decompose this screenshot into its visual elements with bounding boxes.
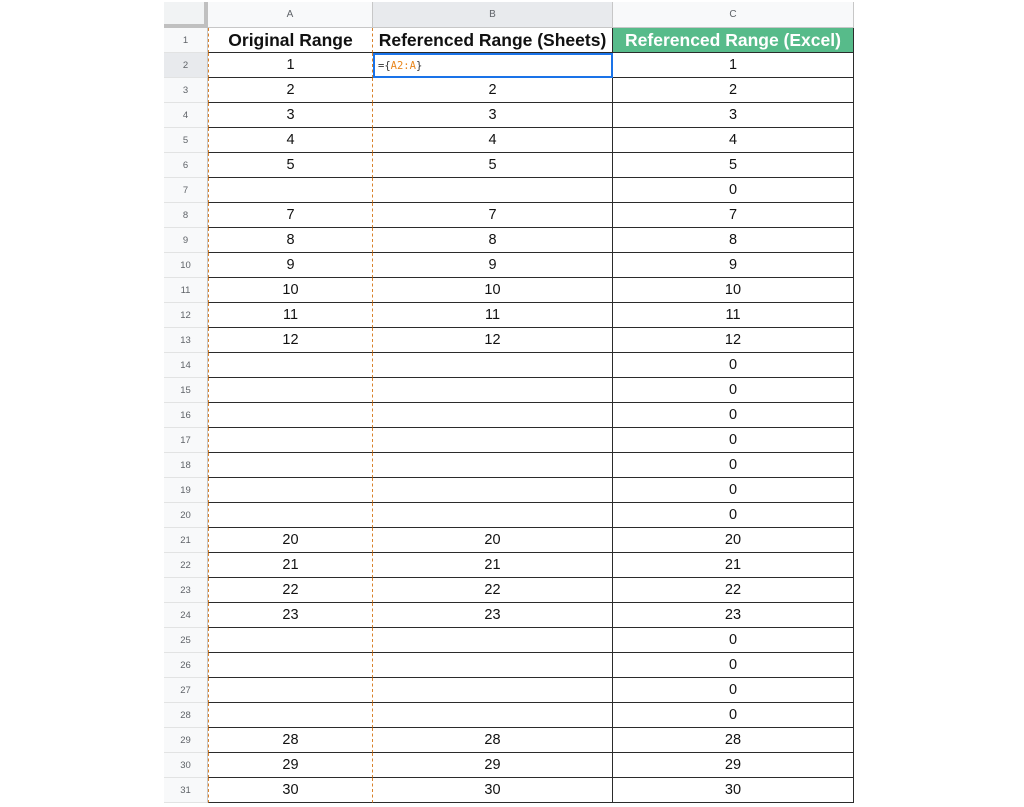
row-header[interactable]: 22 — [164, 553, 208, 578]
cell-referenced-range-excel[interactable]: 3 — [613, 103, 854, 128]
cell-referenced-range-excel[interactable]: 5 — [613, 153, 854, 178]
table-row — [164, 203, 857, 228]
row-header[interactable]: 25 — [164, 628, 208, 653]
table-row — [164, 153, 857, 178]
table-row — [164, 453, 857, 478]
table-row — [164, 378, 857, 403]
cell-referenced-range-sheets[interactable] — [373, 428, 613, 453]
table-row — [164, 703, 857, 728]
cell-original-range[interactable]: 21 — [208, 553, 373, 578]
cell-referenced-range-sheets[interactable]: 4 — [373, 128, 613, 153]
row-header[interactable]: 23 — [164, 578, 208, 603]
table-row-header — [164, 28, 857, 53]
cell-referenced-range-sheets[interactable] — [373, 503, 613, 528]
cell-referenced-range-sheets[interactable]: 23 — [373, 603, 613, 628]
table-row — [164, 128, 857, 153]
cell-referenced-range-sheets[interactable] — [373, 403, 613, 428]
cell-original-range[interactable]: 2 — [208, 78, 373, 103]
cell-referenced-range-excel[interactable]: 1 — [613, 53, 854, 78]
cell-referenced-range-excel[interactable]: 2 — [613, 78, 854, 103]
row-header[interactable]: 11 — [164, 278, 208, 303]
cell-original-range[interactable]: 7 — [208, 203, 373, 228]
cell-original-range[interactable] — [208, 478, 373, 503]
row-header[interactable]: 17 — [164, 428, 208, 453]
column-header-a[interactable]: A — [208, 2, 373, 28]
formula-range-reference: A2:A — [390, 59, 416, 72]
row-header[interactable]: 28 — [164, 703, 208, 728]
table-row — [164, 553, 857, 578]
cell-referenced-range-excel[interactable]: 7 — [613, 203, 854, 228]
cell-original-range[interactable] — [208, 628, 373, 653]
row-header[interactable]: 19 — [164, 478, 208, 503]
cell-referenced-range-excel[interactable]: 8 — [613, 228, 854, 253]
table-row — [164, 228, 857, 253]
row-header[interactable]: 5 — [164, 128, 208, 153]
row-header[interactable]: 7 — [164, 178, 208, 203]
table-row — [164, 478, 857, 503]
cell-referenced-range-excel[interactable]: 10 — [613, 278, 854, 303]
table-row — [164, 428, 857, 453]
table-row — [164, 753, 857, 778]
cell-original-range[interactable]: 11 — [208, 303, 373, 328]
cell-original-range[interactable]: 30 — [208, 778, 373, 803]
row-header[interactable]: 30 — [164, 753, 208, 778]
header-cell-referenced-range-sheets[interactable]: Referenced Range (Sheets) — [373, 28, 613, 53]
active-formula-cell[interactable] — [373, 53, 613, 78]
cell-referenced-range-sheets[interactable]: 2 — [373, 78, 613, 103]
cell-referenced-range-excel[interactable]: 12 — [613, 328, 854, 353]
row-header[interactable]: 15 — [164, 378, 208, 403]
cell-referenced-range-sheets[interactable]: 5 — [373, 153, 613, 178]
cell-referenced-range-excel[interactable]: 0 — [613, 653, 854, 678]
cell-referenced-range-sheets[interactable]: 22 — [373, 578, 613, 603]
table-row — [164, 253, 857, 278]
cell-referenced-range-sheets[interactable]: 12 — [373, 328, 613, 353]
cell-referenced-range-excel[interactable]: 11 — [613, 303, 854, 328]
table-row — [164, 578, 857, 603]
cell-original-range[interactable]: 9 — [208, 253, 373, 278]
table-row — [164, 178, 857, 203]
row-header[interactable]: 3 — [164, 78, 208, 103]
cell-referenced-range-excel[interactable]: 0 — [613, 178, 854, 203]
cell-original-range[interactable] — [208, 678, 373, 703]
select-all-corner[interactable] — [164, 2, 208, 28]
cell-referenced-range-sheets[interactable] — [373, 453, 613, 478]
cell-referenced-range-excel[interactable]: 4 — [613, 128, 854, 153]
cell-original-range[interactable] — [208, 653, 373, 678]
cell-original-range[interactable]: 3 — [208, 103, 373, 128]
table-row — [164, 353, 857, 378]
column-header-b[interactable]: B — [373, 2, 613, 28]
row-header[interactable]: 9 — [164, 228, 208, 253]
table-row — [164, 528, 857, 553]
cell-referenced-range-excel[interactable]: 29 — [613, 753, 854, 778]
table-row — [164, 328, 857, 353]
cell-referenced-range-sheets[interactable]: 29 — [373, 753, 613, 778]
formula-text — [378, 60, 422, 72]
cell-original-range[interactable]: 4 — [208, 128, 373, 153]
cell-original-range[interactable]: 29 — [208, 753, 373, 778]
cell-referenced-range-sheets[interactable] — [373, 678, 613, 703]
cell-referenced-range-excel[interactable]: 0 — [613, 353, 854, 378]
cell-referenced-range-sheets[interactable]: 9 — [373, 253, 613, 278]
cell-original-range[interactable] — [208, 453, 373, 478]
row-header[interactable]: 10 — [164, 253, 208, 278]
cell-original-range[interactable]: 20 — [208, 528, 373, 553]
cell-referenced-range-sheets[interactable]: 21 — [373, 553, 613, 578]
cell-referenced-range-excel[interactable]: 9 — [613, 253, 854, 278]
cell-referenced-range-sheets[interactable] — [373, 353, 613, 378]
cell-referenced-range-excel[interactable]: 0 — [613, 453, 854, 478]
row-header[interactable]: 12 — [164, 303, 208, 328]
cell-original-range[interactable] — [208, 178, 373, 203]
cell-referenced-range-excel[interactable]: 0 — [613, 703, 854, 728]
table-row — [164, 628, 857, 653]
cell-referenced-range-sheets[interactable]: 3 — [373, 103, 613, 128]
column-header-bar — [164, 2, 857, 28]
cell-original-range[interactable]: 10 — [208, 278, 373, 303]
table-row — [164, 653, 857, 678]
cell-referenced-range-sheets[interactable]: 7 — [373, 203, 613, 228]
cell-referenced-range-excel[interactable]: 22 — [613, 578, 854, 603]
cell-referenced-range-excel[interactable]: 0 — [613, 428, 854, 453]
column-header-c[interactable]: C — [613, 2, 854, 28]
table-row — [164, 403, 857, 428]
cell-referenced-range-excel[interactable]: 0 — [613, 403, 854, 428]
cell-referenced-range-sheets[interactable]: 30 — [373, 778, 613, 803]
cell-referenced-range-excel[interactable]: 30 — [613, 778, 854, 803]
table-row — [164, 78, 857, 103]
row-header[interactable]: 14 — [164, 353, 208, 378]
cell-referenced-range-sheets[interactable]: 8 — [373, 228, 613, 253]
row-header[interactable]: 24 — [164, 603, 208, 628]
header-cell-referenced-range-excel[interactable]: Referenced Range (Excel) — [613, 28, 854, 53]
row-header[interactable]: 18 — [164, 453, 208, 478]
table-row — [164, 728, 857, 753]
cell-referenced-range-excel[interactable]: 0 — [613, 628, 854, 653]
row-header[interactable]: 13 — [164, 328, 208, 353]
row-header[interactable]: 20 — [164, 503, 208, 528]
cell-referenced-range-sheets[interactable] — [373, 703, 613, 728]
table-row — [164, 278, 857, 303]
cell-referenced-range-excel[interactable]: 0 — [613, 678, 854, 703]
row-header[interactable]: 21 — [164, 528, 208, 553]
cell-original-range[interactable]: 23 — [208, 603, 373, 628]
cell-referenced-range-excel[interactable]: 20 — [613, 528, 854, 553]
header-cell-original-range[interactable]: Original Range — [208, 28, 373, 53]
cell-referenced-range-excel[interactable]: 0 — [613, 503, 854, 528]
cell-original-range[interactable]: 5 — [208, 153, 373, 178]
cell-referenced-range-sheets[interactable]: 20 — [373, 528, 613, 553]
cell-referenced-range-excel[interactable]: 23 — [613, 603, 854, 628]
cell-original-range[interactable] — [208, 403, 373, 428]
cell-original-range[interactable] — [208, 353, 373, 378]
row-header[interactable]: 6 — [164, 153, 208, 178]
row-header[interactable]: 31 — [164, 778, 208, 803]
row-header[interactable]: 2 — [164, 53, 208, 78]
cell-original-range[interactable]: 1 — [208, 53, 373, 78]
cell-referenced-range-excel[interactable]: 21 — [613, 553, 854, 578]
row-header[interactable]: 16 — [164, 403, 208, 428]
table-row — [164, 678, 857, 703]
cell-referenced-range-sheets[interactable] — [373, 628, 613, 653]
cell-referenced-range-sheets[interactable] — [373, 653, 613, 678]
formula-suffix: } — [415, 59, 423, 72]
cell-original-range[interactable] — [208, 503, 373, 528]
row-header-1[interactable]: 1 — [164, 28, 208, 53]
cell-original-range[interactable]: 28 — [208, 728, 373, 753]
cell-original-range[interactable] — [208, 378, 373, 403]
row-header[interactable]: 4 — [164, 103, 208, 128]
cell-original-range[interactable]: 22 — [208, 578, 373, 603]
cell-referenced-range-sheets[interactable] — [373, 478, 613, 503]
cell-original-range[interactable] — [208, 428, 373, 453]
cell-referenced-range-sheets[interactable] — [373, 178, 613, 203]
cell-original-range[interactable] — [208, 703, 373, 728]
cell-original-range[interactable]: 12 — [208, 328, 373, 353]
cell-referenced-range-sheets[interactable]: 28 — [373, 728, 613, 753]
cell-referenced-range-excel[interactable]: 0 — [613, 478, 854, 503]
cell-referenced-range-excel[interactable]: 28 — [613, 728, 854, 753]
table-row — [164, 303, 857, 328]
row-header[interactable]: 26 — [164, 653, 208, 678]
row-header[interactable]: 29 — [164, 728, 208, 753]
cell-referenced-range-sheets[interactable]: 11 — [373, 303, 613, 328]
cell-referenced-range-sheets[interactable]: 10 — [373, 278, 613, 303]
table-row — [164, 53, 857, 78]
table-row — [164, 603, 857, 628]
row-header[interactable]: 8 — [164, 203, 208, 228]
row-header[interactable]: 27 — [164, 678, 208, 703]
cell-referenced-range-sheets[interactable] — [373, 378, 613, 403]
formula-prefix: ={ — [378, 59, 391, 72]
table-row — [164, 103, 857, 128]
cell-referenced-range-excel[interactable]: 0 — [613, 378, 854, 403]
table-row — [164, 778, 857, 803]
cell-original-range[interactable]: 8 — [208, 228, 373, 253]
table-row — [164, 503, 857, 528]
